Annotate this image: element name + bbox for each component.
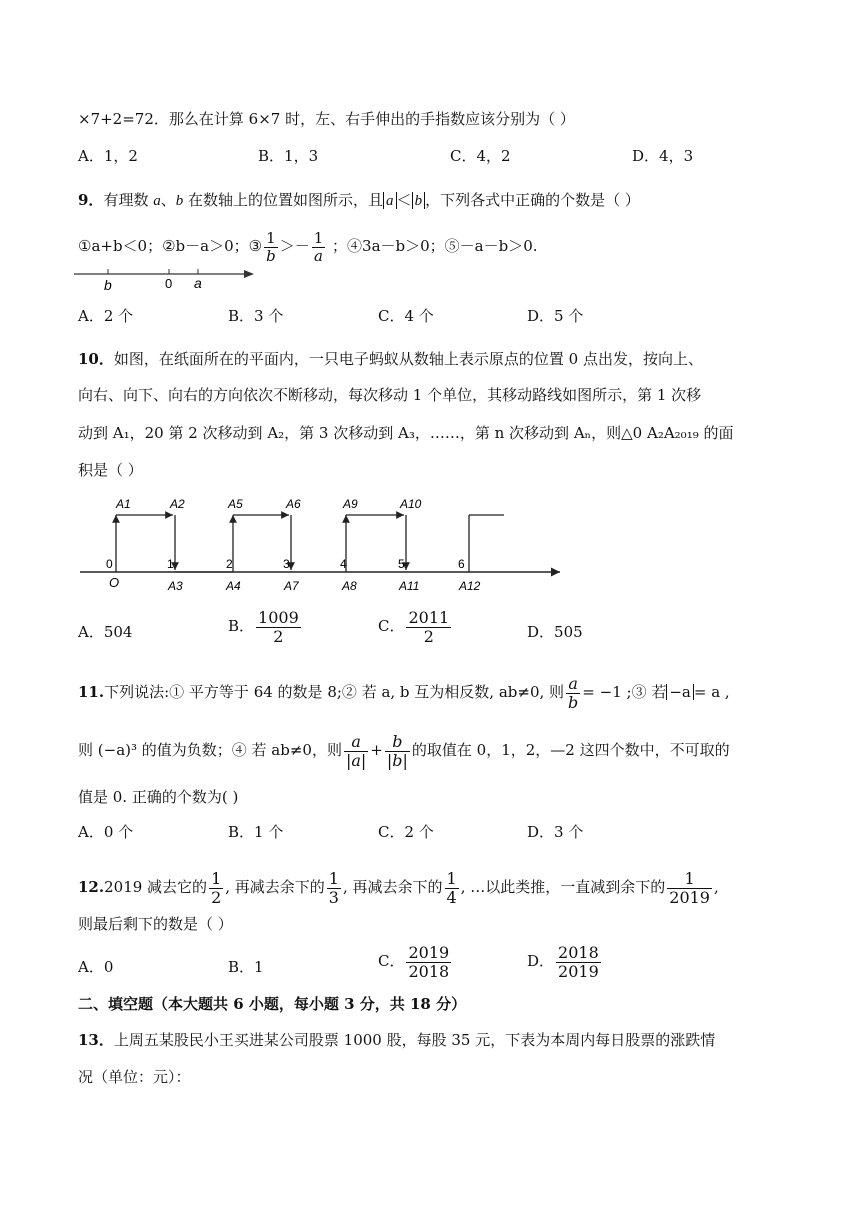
q12-frac-1-2: $\frac{1}{2}$ xyxy=(211,869,222,907)
q10-option-b: B． $\frac{1009}{2}$ xyxy=(228,608,299,646)
label-origin: O xyxy=(109,575,120,590)
q11-plus: + xyxy=(370,741,383,760)
q10-text: 如图，在纸面所在的平面内，一只电子蚂蚁从数轴上表示原点的位置 0 点出发，按向上、 xyxy=(113,350,703,368)
num-1: 1 xyxy=(167,557,174,571)
q10-option-a: A．504 xyxy=(78,623,133,641)
num-2: 2 xyxy=(226,557,233,571)
q11-frac-a-over-b: $\frac{a}{b}$ xyxy=(568,674,579,712)
num-4: 4 xyxy=(340,557,347,571)
q11-option-c: C．2 个 xyxy=(378,823,434,841)
section-2-heading: 二、填空题（本大题共 6 小题，每小题 3 分，共 18 分） xyxy=(78,995,467,1013)
num-0: 0 xyxy=(106,557,113,571)
num-5: 5 xyxy=(398,557,405,571)
q8-option-a: A．1，2 xyxy=(78,147,138,165)
q12-text: , 再减去余下的 xyxy=(342,878,443,897)
label-a8: A8 xyxy=(342,579,357,593)
q12-number: 12. xyxy=(78,878,105,897)
q11-option-d: D．3 个 xyxy=(527,823,584,841)
label-a1: A1 xyxy=(116,497,131,511)
num-3: 3 xyxy=(283,557,290,571)
label-a6: A6 xyxy=(286,497,301,511)
q11-frac-b-over-abs-b: $\frac{b}{|b|}$ xyxy=(386,732,408,770)
q9-gt: ＞－ xyxy=(279,237,310,255)
q8-option-c: C．4，2 xyxy=(450,147,511,165)
q11-frac-a-over-abs-a: $\frac{a}{|a|}$ xyxy=(345,732,367,770)
q9-stem xyxy=(78,189,640,212)
q12-frac-1-2019: $\frac{1}{2019}$ xyxy=(669,869,710,907)
q9-abs-a: a xyxy=(383,192,397,209)
q9-text: 在数轴上的位置如图所示，且 xyxy=(188,191,384,209)
q11-text: 的取值在 0，1，2，—2 这四个数中，不可取的 xyxy=(411,741,730,760)
q11-text: 下列说法:① 平方等于 64 的数是 8;② 若 a, b 互为相反数, ab≠0, 则 xyxy=(104,683,565,702)
q11-text: = a , xyxy=(693,683,730,702)
q9-option-d: D．5 个 xyxy=(527,307,584,325)
q10-ant-path-figure xyxy=(76,490,576,600)
q12-line-2: 则最后剩下的数是（ ） xyxy=(78,915,233,933)
axis-label-0: 0 xyxy=(165,276,173,291)
label-a11: A11 xyxy=(399,579,420,593)
q8-option-b: B．1，3 xyxy=(258,147,319,165)
q12-text: , 再减去余下的 xyxy=(225,878,325,897)
q13-text: 上周五某股民小王买进某公司股票 1000 股，每股 35 元，下表为本周内每日股票的涨跌情 xyxy=(113,1031,716,1049)
q11-text: 则 (−a)³ 的值为负数；④ 若 ab≠0，则 xyxy=(78,741,342,760)
q12-text: , …以此类推，一直减到余下的 xyxy=(460,878,666,897)
label-a4: A4 xyxy=(226,579,241,593)
q9-abs-b: b xyxy=(412,192,426,209)
q12-option-a: A．0 xyxy=(78,958,114,976)
q9-var-b: b xyxy=(175,193,184,209)
q11-line-2 xyxy=(78,733,730,769)
q8-stem-continuation: ×7+2=72．那么在计算 6×7 时，左、右手伸出的手指数应该分别为（ ） xyxy=(78,110,575,128)
q8-option-d: D．4，3 xyxy=(632,147,694,165)
q11-line-1 xyxy=(78,675,730,711)
q10-line-2: 向右、向下、向右的方向依次不断移动，每次移动 1 个单位，其移动路线如图所示，第 1 次移 xyxy=(78,386,702,404)
q12-text: 2019 减去它的 xyxy=(104,878,208,897)
q10-line-4: 积是（ ） xyxy=(78,461,143,479)
q9-number: 9． xyxy=(78,191,104,209)
q9-text: 有理数 xyxy=(103,191,149,209)
q9-statements-text: ①a+b＜0；②b－a＞0；③ xyxy=(78,237,263,255)
label-a9: A9 xyxy=(343,497,358,511)
q12-option-c: C． $\frac{2019}{2018}$ xyxy=(378,943,450,981)
q11-abs-neg-a: −a xyxy=(666,684,694,700)
label-a10: A10 xyxy=(400,497,422,511)
q11-text: = −1 ;③ 若 xyxy=(582,683,667,702)
q11-option-a: A．0 个 xyxy=(78,823,134,841)
q9-statements xyxy=(78,230,538,264)
q9-var-a: a xyxy=(153,193,161,209)
label-a2: A2 xyxy=(170,497,185,511)
q9-statements-text: ；④3a－b＞0；⑤－a－b＞0. xyxy=(332,237,538,255)
q9-number-line xyxy=(72,262,262,296)
q9-frac-1-over-a: $\frac{1}{a}$ xyxy=(313,229,324,265)
q9-text: 、 xyxy=(160,191,176,209)
label-a7: A7 xyxy=(284,579,299,593)
axis-label-b: b xyxy=(104,277,112,293)
label-a5: A5 xyxy=(228,497,243,511)
q11-number: 11. xyxy=(78,683,105,702)
q11-option-b: B．1 个 xyxy=(228,823,284,841)
q10-option-d: D．505 xyxy=(527,623,583,641)
label-a12: A12 xyxy=(459,579,481,593)
q12-text: , xyxy=(713,878,719,897)
q9-option-c: C．4 个 xyxy=(378,307,434,325)
q9-lt: ＜ xyxy=(396,191,412,209)
q13-line-2: 况（单位：元）： xyxy=(78,1068,191,1086)
q10-number: 10． xyxy=(78,350,114,368)
q12-frac-1-4: $\frac{1}{4}$ xyxy=(446,869,457,907)
q12-option-b: B．1 xyxy=(228,958,264,976)
q10-option-c: C． $\frac{2011}{2}$ xyxy=(378,608,450,646)
q10-line-3: 动到 A₁，20 第 2 次移动到 A₂，第 3 次移动到 A₃，……，第 n 次移动到 Aₙ，则△0 A₂A₂₀₁₉ 的面 xyxy=(78,424,734,442)
q12-option-d: D． $\frac{2018}{2019}$ xyxy=(527,943,599,981)
q13-number: 13． xyxy=(78,1031,114,1049)
q9-option-a: A．2 个 xyxy=(78,307,134,325)
q9-frac-1-over-b: $\frac{1}{b}$ xyxy=(266,229,276,265)
q11-line-3: 值是 0. 正确的个数为( ) xyxy=(78,788,239,806)
axis-label-a: a xyxy=(194,275,202,291)
num-6: 6 xyxy=(458,557,465,571)
q13-line-1 xyxy=(78,1029,715,1051)
q10-line-1 xyxy=(78,348,703,370)
q12-frac-1-3: $\frac{1}{3}$ xyxy=(328,869,339,907)
q12-line-1 xyxy=(78,870,719,906)
label-a3: A3 xyxy=(168,579,183,593)
q9-text: ，下列各式中正确的个数是（ ） xyxy=(425,191,640,209)
q9-option-b: B．3 个 xyxy=(228,307,284,325)
